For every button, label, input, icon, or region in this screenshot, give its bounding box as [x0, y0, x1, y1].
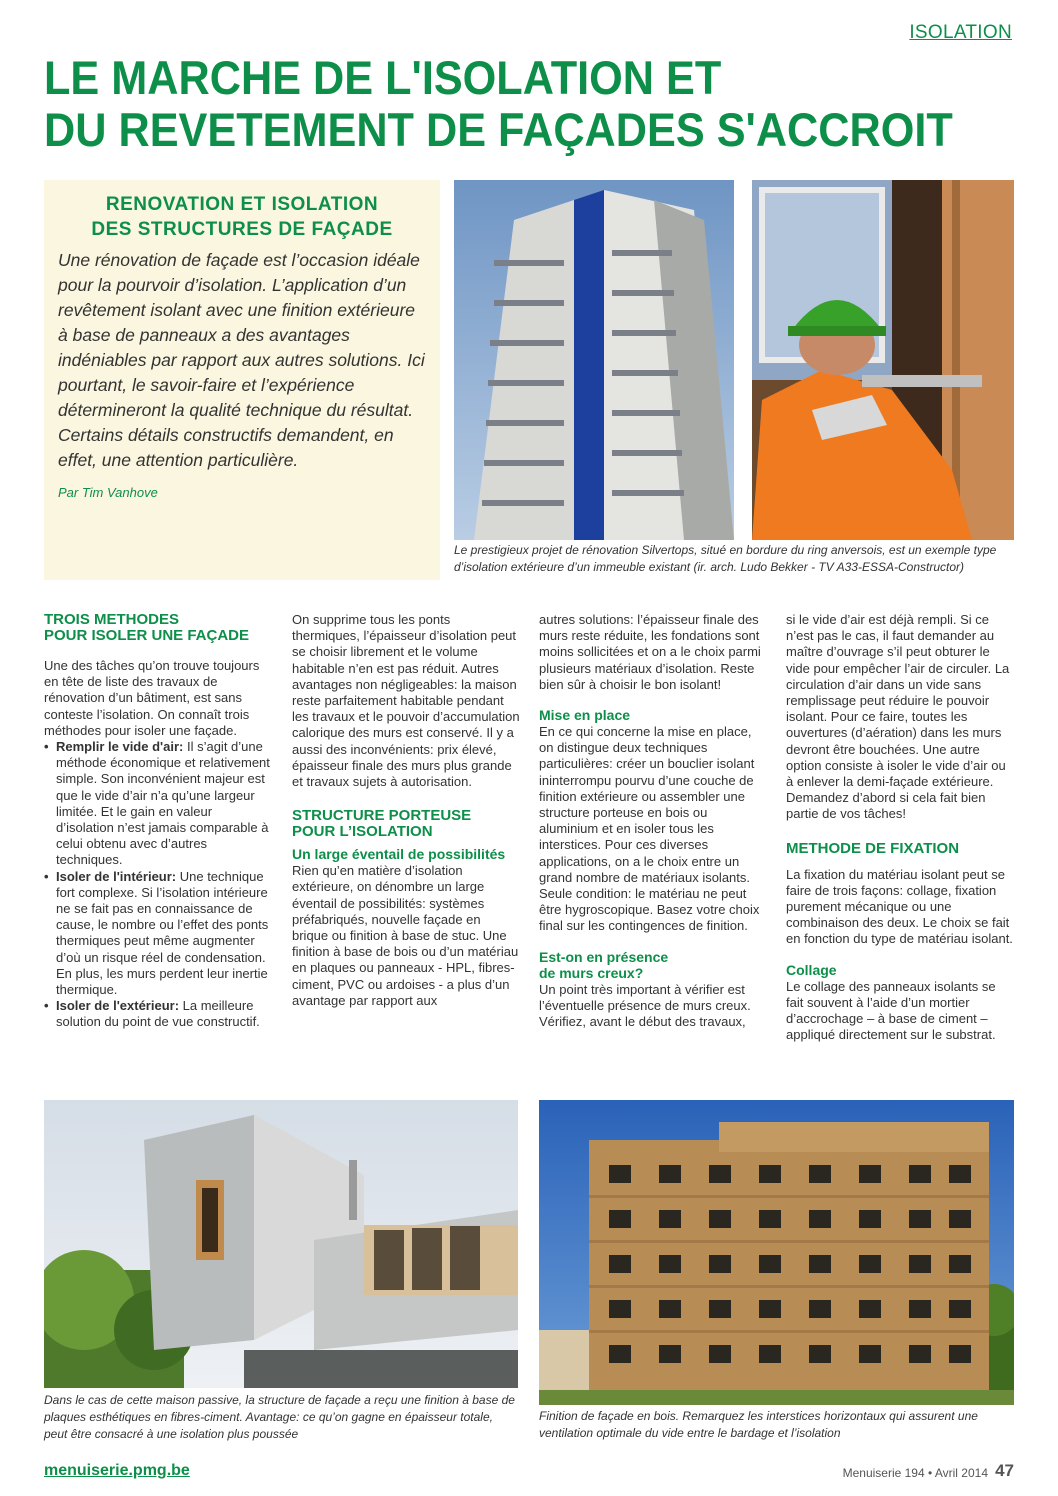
- page-title-line-1: LE MARCHE DE L'ISOLATION ET: [44, 51, 722, 104]
- heading-three-methods-line-2: POUR ISOLER UNE FAÇADE: [44, 627, 250, 644]
- photo-wooden-facade: [539, 1100, 1014, 1405]
- heading-methode-fixation: METHODE DE FIXATION: [786, 839, 960, 857]
- paragraph: Un point très important à vérifier est l’éventuelle présence de murs creux. Vérifiez, avant le début des travaux,: [539, 981, 751, 1030]
- photo-passive-house: [44, 1100, 518, 1388]
- page-title: [44, 51, 953, 156]
- section-tag: ISOLATION: [909, 22, 1012, 43]
- intro-text: Une rénovation de façade est l’occasion idéale pour la pourvoir d’isolation. L’application d’un revêtement isolant avec une finition extérieure à base de panneaux a des avantages indéniables par rapport aux autres solutions. Ici pourtant, le savoir-faire et l’expérience détermineront la qualité technique du résultat. Certains détails constructifs demandent, en effet, une attention particulière.: [58, 250, 425, 470]
- subheading-murs-creux-line-1: Est-on en présence: [539, 948, 669, 965]
- method-text: Il s’agit d’une méthode économique et relativement simple. Son inconvénient majeur est que le vide d’air n’a qu’une largeur limitée. Et le gain en valeur d’isolation n’est jamais comparable à celui obtenu avec d’autres techniques.: [56, 739, 270, 868]
- subheading-murs-creux-line-2: de murs creux?: [539, 964, 644, 981]
- footer-issue: Menuiserie 194 • Avril 2014: [842, 1466, 988, 1480]
- list-item: [44, 739, 272, 869]
- method-text: Une technique fort complexe. Si l’isolation intérieure ne se fait pas en connaissance de cause, le nombre ou l’effet des ponts thermiques peut même augmenter d’où un risque réel de condensation. En plus, les murs perdent leur inertie thermique.: [56, 868, 269, 998]
- paragraph: si le vide d’air est déjà rempli. Si ce n’est pas le cas, il faut demander au maître d’ouvrage s’il peut obturer le vide pour empêcher l’air de circuler. La circulation d’air dans un vide sans remplissage peut réduire le pouvoir isolant. Pour ce faire, toutes les ouvertures (d’aération) dans les murs devront être bouchées. Une autre option consiste à isoler le vide d’air ou à enlever la demi-façade extérieure. Demandez d’abord si cela fait bien partie de vos tâches!: [786, 612, 1010, 822]
- heading-structure-porteuse: [292, 808, 520, 840]
- paragraph: La fixation du matériau isolant peut se faire de trois façons: collage, fixation purement mécanique ou une combinaison des deux. Le choix se fait en fonction du type de matériau isolant.: [786, 866, 1013, 947]
- paragraph: Rien qu’en matière d’isolation extérieure, on dénombre un large éventail de possibilités: systèmes préfabriqués, nouvelle façade en brique ou finition à base de stuc. Une finition à base de bois ou d’un matériau en plaques ou panneaux - HPL, fibres-ciment, PVC ou ardoises - a plus d’un avantage par rapport aux: [292, 863, 519, 1008]
- column-3: [539, 612, 767, 1030]
- list-item: [44, 998, 272, 1030]
- caption-top: Le prestigieux projet de rénovation Silvertops, situé en bordure du ring anversois, est un exemple type d’isolation extérieure d’un immeuble existant (ir. arch. Ludo Bekker - TV A33-ESSA-Constructor): [454, 543, 997, 574]
- list-item: [44, 869, 272, 999]
- page-number: 47: [995, 1461, 1014, 1480]
- intro-author: Par Tim Vanhove: [58, 485, 158, 500]
- intro-heading-line-1: RENOVATION ET ISOLATION: [105, 194, 379, 215]
- method-label: Isoler de l'intérieur:: [56, 868, 177, 884]
- heading-structure-line-2: POUR L’ISOLATION: [292, 823, 433, 841]
- heading-structure-line-1: STRUCTURE PORTEUSE: [292, 807, 472, 825]
- paragraph: On supprime tous les ponts thermiques, l’épaisseur d’isolation peut se choisir librement et le volume habitable n’en est pas réduit. Autres avantages non négligeables: la maison reste parfaitement habitable pendant les travaux et le pouvoir d’accumulation calorique des murs est conservé. Il y a aussi des inconvénients: prix élevé, épaisseur finale des murs plus grande et travaux sujets à autorisation.: [292, 612, 520, 790]
- subheading-possibilities: Un large éventail de possibilités: [292, 846, 506, 863]
- column-2: [292, 612, 520, 1009]
- subheading-collage: Collage: [786, 961, 837, 978]
- photo-worker: [752, 180, 1014, 540]
- paragraph: En ce qui concerne la mise en place, on distingue deux techniques particulières: créer un bouclier isolant ininterrompu pourvu d’une couche de finition extérieure ou assembler une structure porteuse en bois ou aluminium et en isoler tous les interstices. Pour ces diverses applications, on a le choix entre un grand nombre de matériaux isolants. Seule condition: le matériau ne peut être hygroscopique. Basez votre choix final sur les contingences de finition.: [539, 724, 760, 934]
- method-label: Isoler de l'extérieur:: [56, 998, 180, 1014]
- heading-three-methods-line-1: TROIS METHODES: [44, 611, 180, 628]
- page-title-line-2: DU REVETEMENT DE FAÇADES S'ACCROIT: [44, 103, 953, 156]
- paragraph: autres solutions: l’épaisseur finale des murs reste réduite, les fondations sont moins sollicitées et on a le choix parmi plusieurs matériaux d’isolation. Reste bien sûr à choisir le bon isolant!: [539, 612, 761, 692]
- caption-bottom-right: Finition de façade en bois. Remarquez les interstices horizontaux qui assurent une ventilation optimale du vide entre le bardage et l’isolation: [539, 1409, 978, 1440]
- intro-box: [44, 180, 440, 580]
- paragraph: Le collage des panneaux isolants se fait souvent à l’aide d’un mortier d’accrochage – à base de ciment – appliqué directement sur le substrat.: [786, 978, 996, 1043]
- column-1: [44, 612, 272, 1031]
- subheading-mise-en-place: Mise en place: [539, 707, 631, 724]
- heading-three-methods: [44, 612, 272, 644]
- paragraph: Une des tâches qu’on trouve toujours en tête de liste des travaux de rénovation d’un bâtiment, est sans conteste l’isolation. On connaît trois méthodes pour isoler une façade.: [44, 658, 260, 738]
- methods-list: [44, 739, 272, 1031]
- intro-heading-line-2: DES STRUCTURES DE FAÇADE: [91, 219, 393, 240]
- intro-heading: [58, 192, 426, 242]
- method-label: Remplir le vide d'air:: [56, 739, 184, 755]
- method-text: La meilleure solution du point de vue constructif.: [56, 998, 260, 1030]
- photo-tower-building: [454, 180, 734, 540]
- caption-bottom-left: Dans le cas de cette maison passive, la structure de façade a reçu une finition à base de plaques esthétiques en fibres-ciment. Avantage: ce qu’on gagne en épaisseur totale, peut être consacré à une isolation plus poussée: [44, 1393, 515, 1441]
- column-4: [786, 612, 1014, 1043]
- footer-website-link[interactable]: menuiserie.pmg.be: [44, 1462, 190, 1479]
- subheading-murs-creux: [539, 949, 767, 981]
